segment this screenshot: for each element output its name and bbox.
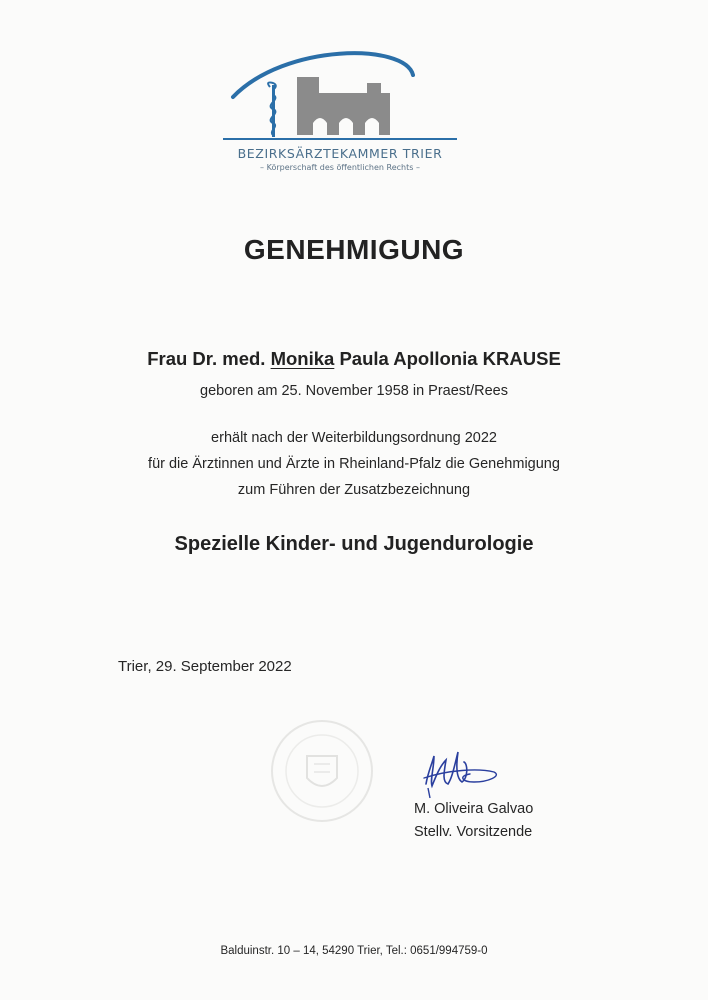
recipient-first-name: Monika [270,348,335,369]
recipient-rest-name: Paula Apollonia KRAUSE [339,348,561,369]
body-line: erhält nach der Weiterbildungsordnung 2022 [211,430,497,446]
signer-name: M. Oliveira Galvao [414,801,534,817]
signature-icon [418,742,508,802]
org-subtitle: – Körperschaft des öffentlichen Rechts – [260,163,420,172]
chamber-logo [215,45,465,175]
body-line: zum Führen der Zusatzbezeichnung [237,482,471,498]
footer-address: Balduinstr. 10 – 14, 54290 Trier, Tel.: 0651/994759-0 [220,945,488,957]
recipient-prefix: Frau Dr. med. [147,348,266,369]
birth-line: geboren am 25. November 1958 in Praest/Rees [200,383,508,399]
signer-role: Stellv. Vorsitzende [414,824,533,840]
document-title: GENEHMIGUNG [243,234,465,265]
castle-caduceus-logo-icon [215,45,465,145]
body-line: für die Ärztinnen und Ärzte in Rheinland-Pfalz die Genehmigung [148,456,560,472]
recipient-name [0,348,708,370]
qualification-title: Spezielle Kinder- und Jugendurologie [174,533,534,555]
org-name: BEZIRKSÄRZTEKAMMER TRIER [237,146,443,161]
embossed-seal-icon [262,716,382,826]
place-date: Trier, 29. September 2022 [118,658,292,675]
